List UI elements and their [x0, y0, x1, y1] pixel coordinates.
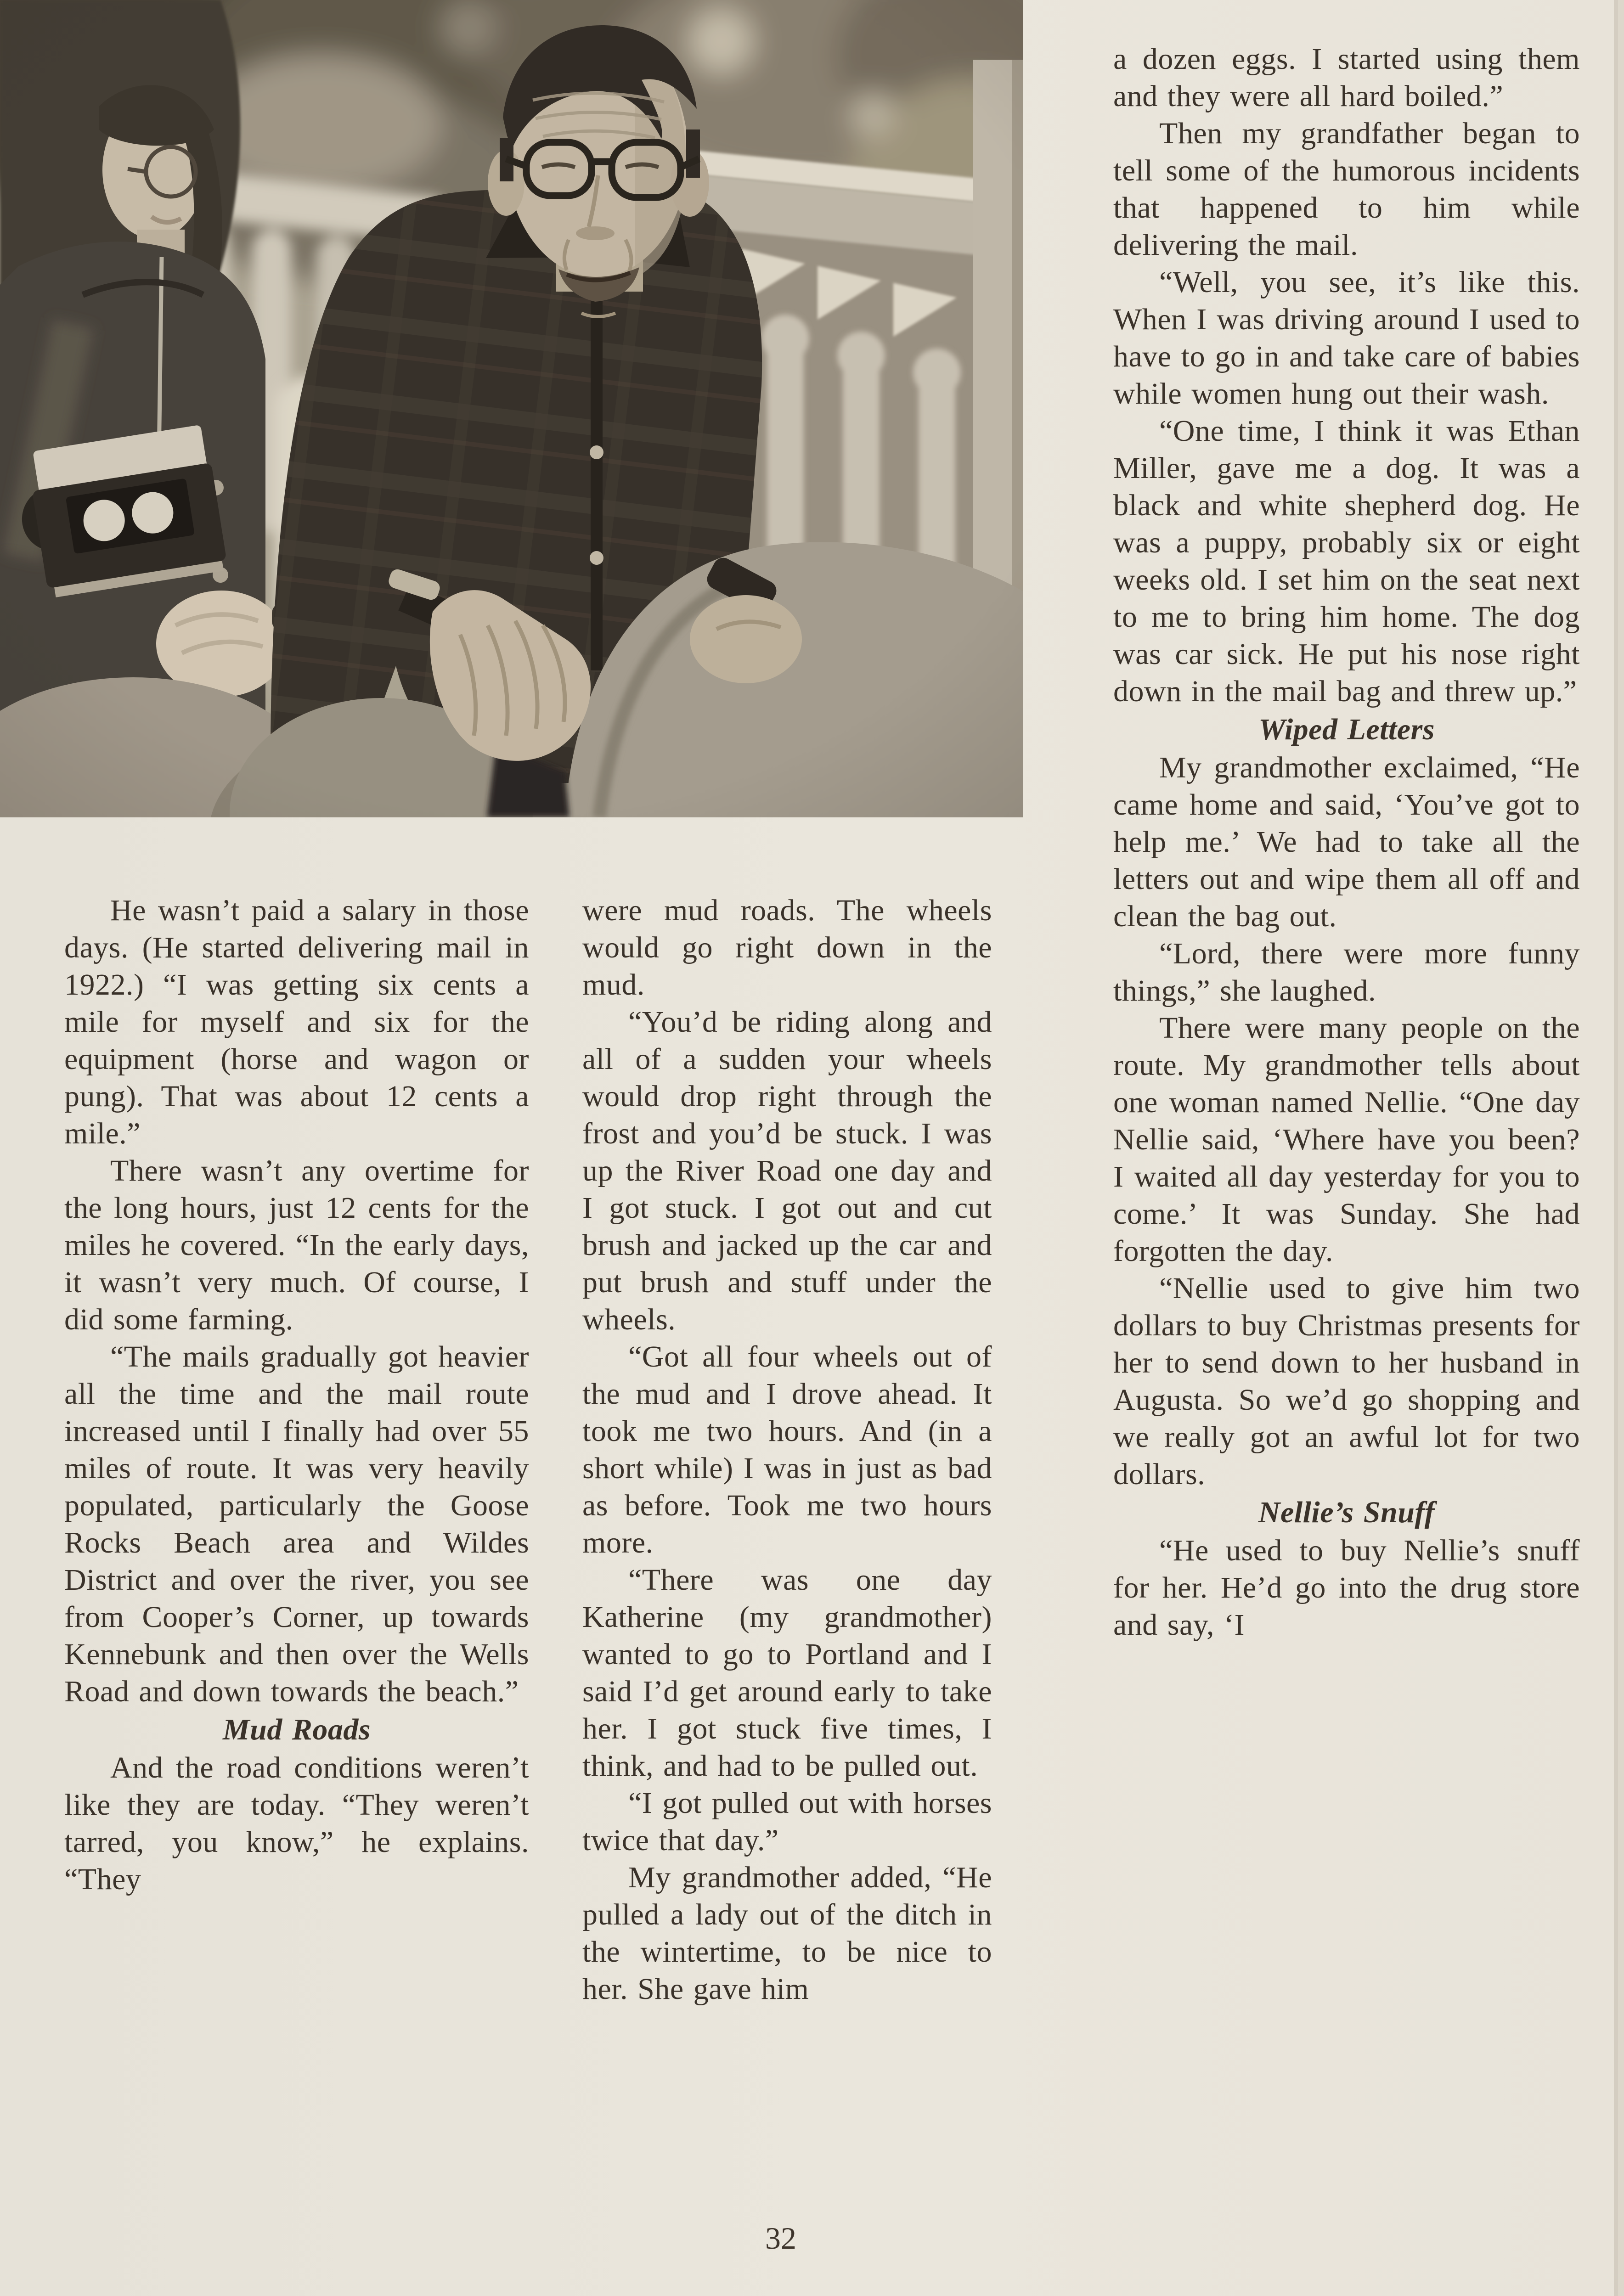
column-left [64, 892, 529, 1898]
body-paragraph: And the road conditions weren’t like they are today. “They weren’t tarred, you know,” he explains. “They [64, 1751, 529, 1896]
section-heading: Wiped Letters [1258, 713, 1435, 746]
interview-photo-art [0, 0, 1023, 817]
body-paragraph: “I got pulled out with horses twice that day.” [582, 1786, 992, 1857]
body-paragraph: “Lord, there were more funny things,” she laughed. [1113, 937, 1580, 1007]
body-paragraph: a dozen eggs. I started using them and they were all hard boiled.” [1113, 42, 1580, 113]
column-right [1113, 40, 1580, 1643]
column-middle [582, 892, 992, 2008]
section-heading: Mud Roads [222, 1713, 371, 1746]
section-heading: Nellie’s Snuff [1258, 1496, 1435, 1529]
body-paragraph: “Well, you see, it’s like this. When I was driving around I used to have to go in and take care of babies while women hung out their wash. [1113, 265, 1580, 411]
scan-edge-strip [1618, 0, 1624, 2296]
body-paragraph: Then my grandfather began to tell some of the humorous incidents that happened to him while delivering the mail. [1113, 117, 1580, 262]
body-paragraph: My grandmother exclaimed, “He came home and said, ‘You’ve got to help me.’ We had to take all the letters out and wipe them all off and clean the bag out. [1113, 751, 1580, 933]
body-paragraph: There wasn’t any overtime for the long hours, just 12 cents for the miles he covered. “In the early days, it wasn’t very much. Of course, I did some farming. [64, 1154, 529, 1336]
body-paragraph: “Nellie used to give him two dollars to buy Christmas presents for her to send down to her husband in Augusta. So we’d go shopping and we really got an awful lot for two dollars. [1113, 1272, 1580, 1491]
body-paragraph: My grandmother added, “He pulled a lady out of the ditch in the wintertime, to be nice to her. She gave him [582, 1861, 992, 2006]
page-number: 32 [765, 2221, 796, 2256]
body-paragraph: There were many people on the route. My grandmother tells about one woman named Nellie. “One day Nellie said, ‘Where have you been? I waited all day yesterday for you to come.’ It was Sunday. She had forgotten the day. [1113, 1011, 1580, 1268]
scan-edge-line [1614, 0, 1618, 2296]
body-paragraph: “Got all four wheels out of the mud and I drove ahead. It took me two hours. And (in a short while) I was in just as bad as before. Took me two hours more. [582, 1340, 992, 1559]
body-paragraph: “One time, I think it was Ethan Miller, gave me a dog. It was a black and white shepherd dog. He was a puppy, probably six or eight weeks old. I set him on the seat next to me to bring him home. The dog was car sick. He put his nose right down in the mail bag and threw up.” [1113, 414, 1580, 708]
body-paragraph: “There was one day Katherine (my grandmother) wanted to go to Portland and I said I’d get around early to take her. I got stuck five times, I think, and had to be pulled out. [582, 1563, 992, 1783]
body-paragraph: He wasn’t paid a salary in those days. (He started delivering mail in 1922.) “I was getting six cents a mile for myself and six for the equipment (horse and wagon or pung). That was about 12 cents a mile.” [64, 894, 529, 1150]
body-paragraph: “The mails gradually got heavier all the time and the mail route increased until I finally had over 55 miles of route. It was very heavily populated, particularly the Goose Rocks Beach area and Wildes District and over the river, you see from Cooper’s Corner, up towards Kennebunk and then over the Wells Road and down towards the beach.” [64, 1340, 529, 1708]
body-paragraph: “He used to buy Nellie’s snuff for her. He’d go into the drug store and say, ‘I [1113, 1534, 1580, 1642]
body-paragraph: “You’d be riding along and all of a sudden your wheels would drop right through the frost and you’d be stuck. I was up the River Road one day and I got stuck. I got out and cut brush and jacked up the car and put brush and stuff under the wheels. [582, 1005, 992, 1336]
body-paragraph: were mud roads. The wheels would go right down in the mud. [582, 894, 992, 1002]
interview-photo [0, 0, 1023, 817]
